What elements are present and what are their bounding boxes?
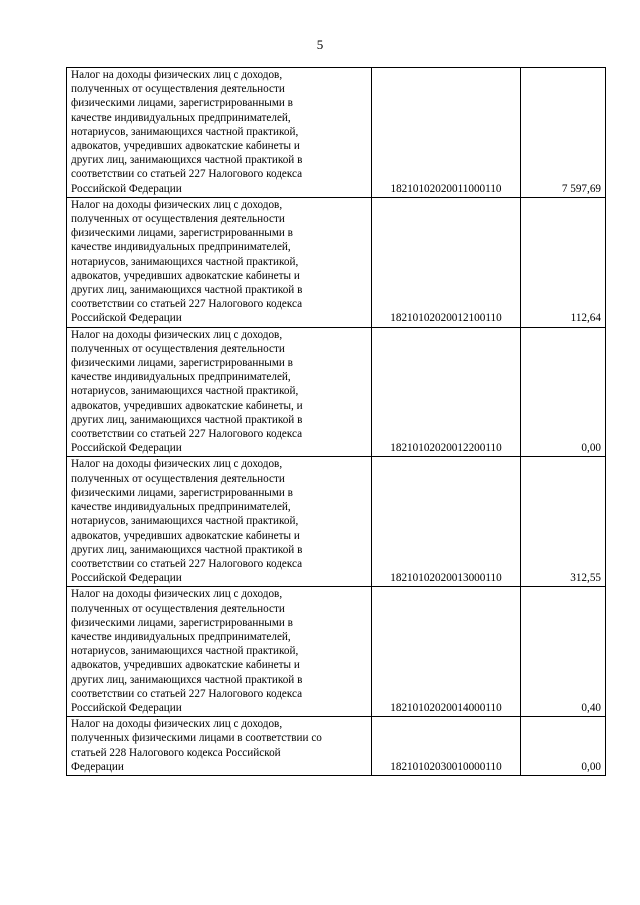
amount-cell: 0,00 — [521, 717, 606, 776]
table-row — [67, 587, 606, 717]
budget-code-cell: 18210102020014000110 — [372, 587, 521, 717]
budget-code-cell: 18210102020012100110 — [372, 197, 521, 327]
table-row — [67, 68, 606, 198]
table-row — [67, 717, 606, 776]
table-row — [67, 327, 606, 457]
revenue-name-cell — [67, 197, 372, 327]
revenue-name-cell — [67, 717, 372, 776]
amount-cell: 112,64 — [521, 197, 606, 327]
budget-code-cell: 18210102020011000110 — [372, 68, 521, 198]
revenue-name: Налог на доходы физических лиц с доходов, полученных от осуществления деятельности физическими лицами, зарегистрированными в качестве индивидуальных предпринимателей, нотариусов, занимающихся частной практикой, адвокатов, учредивших адвокатские кабинеты и других лиц, занимающихся частной практикой в соответствии со статьей 227 Налогового кодекса Российской Федерации — [71, 458, 303, 585]
revenue-table — [66, 67, 606, 776]
revenue-name: Налог на доходы физических лиц с доходов, полученных от осуществления деятельности физическими лицами, зарегистрированными в качестве индивидуальных предпринимателей, нотариусов, занимающихся частной практикой, адвокатов, учредивших адвокатские кабинеты и других лиц, занимающихся частной практикой в соответствии со статьей 227 Налогового кодекса Российской Федерации — [71, 198, 303, 325]
revenue-name: Налог на доходы физических лиц с доходов, полученных физическими лицами в соответствии со статьей 228 Налогового кодекса Российской Федерации — [71, 718, 322, 773]
table-row — [67, 197, 606, 327]
amount-cell: 7 597,69 — [521, 68, 606, 198]
revenue-name: Налог на доходы физических лиц с доходов, полученных от осуществления деятельности физическими лицами, зарегистрированными в качестве индивидуальных предпринимателей, нотариусов, занимающихся частной практикой, адвокатов, учредивших адвокатские кабинеты, и других лиц, занимающихся частной практикой в соответствии со статьей 227 Налогового кодекса Российской Федерации — [71, 328, 303, 455]
revenue-name-cell — [67, 457, 372, 587]
amount-cell: 0,00 — [521, 327, 606, 457]
budget-code-cell: 18210102020012200110 — [372, 327, 521, 457]
amount-cell: 312,55 — [521, 457, 606, 587]
revenue-name-cell — [67, 327, 372, 457]
amount-cell: 0,40 — [521, 587, 606, 717]
revenue-name-cell — [67, 68, 372, 198]
page-number: 5 — [316, 37, 324, 52]
revenue-name: Налог на доходы физических лиц с доходов, полученных от осуществления деятельности физическими лицами, зарегистрированными в качестве индивидуальных предпринимателей, нотариусов, занимающихся частной практикой, адвокатов, учредивших адвокатские кабинеты и других лиц, занимающихся частной практикой в соответствии со статьей 227 Налогового кодекса Российской Федерации — [71, 69, 303, 195]
revenue-name-cell — [67, 587, 372, 717]
revenue-name: Налог на доходы физических лиц с доходов, полученных от осуществления деятельности физическими лицами, зарегистрированными в качестве индивидуальных предпринимателей, нотариусов, занимающихся частной практикой, адвокатов, учредивших адвокатские кабинеты и других лиц, занимающихся частной практикой в соответствии со статьей 227 Налогового кодекса Российской Федерации — [71, 588, 303, 714]
table-row — [67, 457, 606, 587]
budget-code-cell: 18210102020013000110 — [372, 457, 521, 587]
budget-code-cell: 18210102030010000110 — [372, 717, 521, 776]
